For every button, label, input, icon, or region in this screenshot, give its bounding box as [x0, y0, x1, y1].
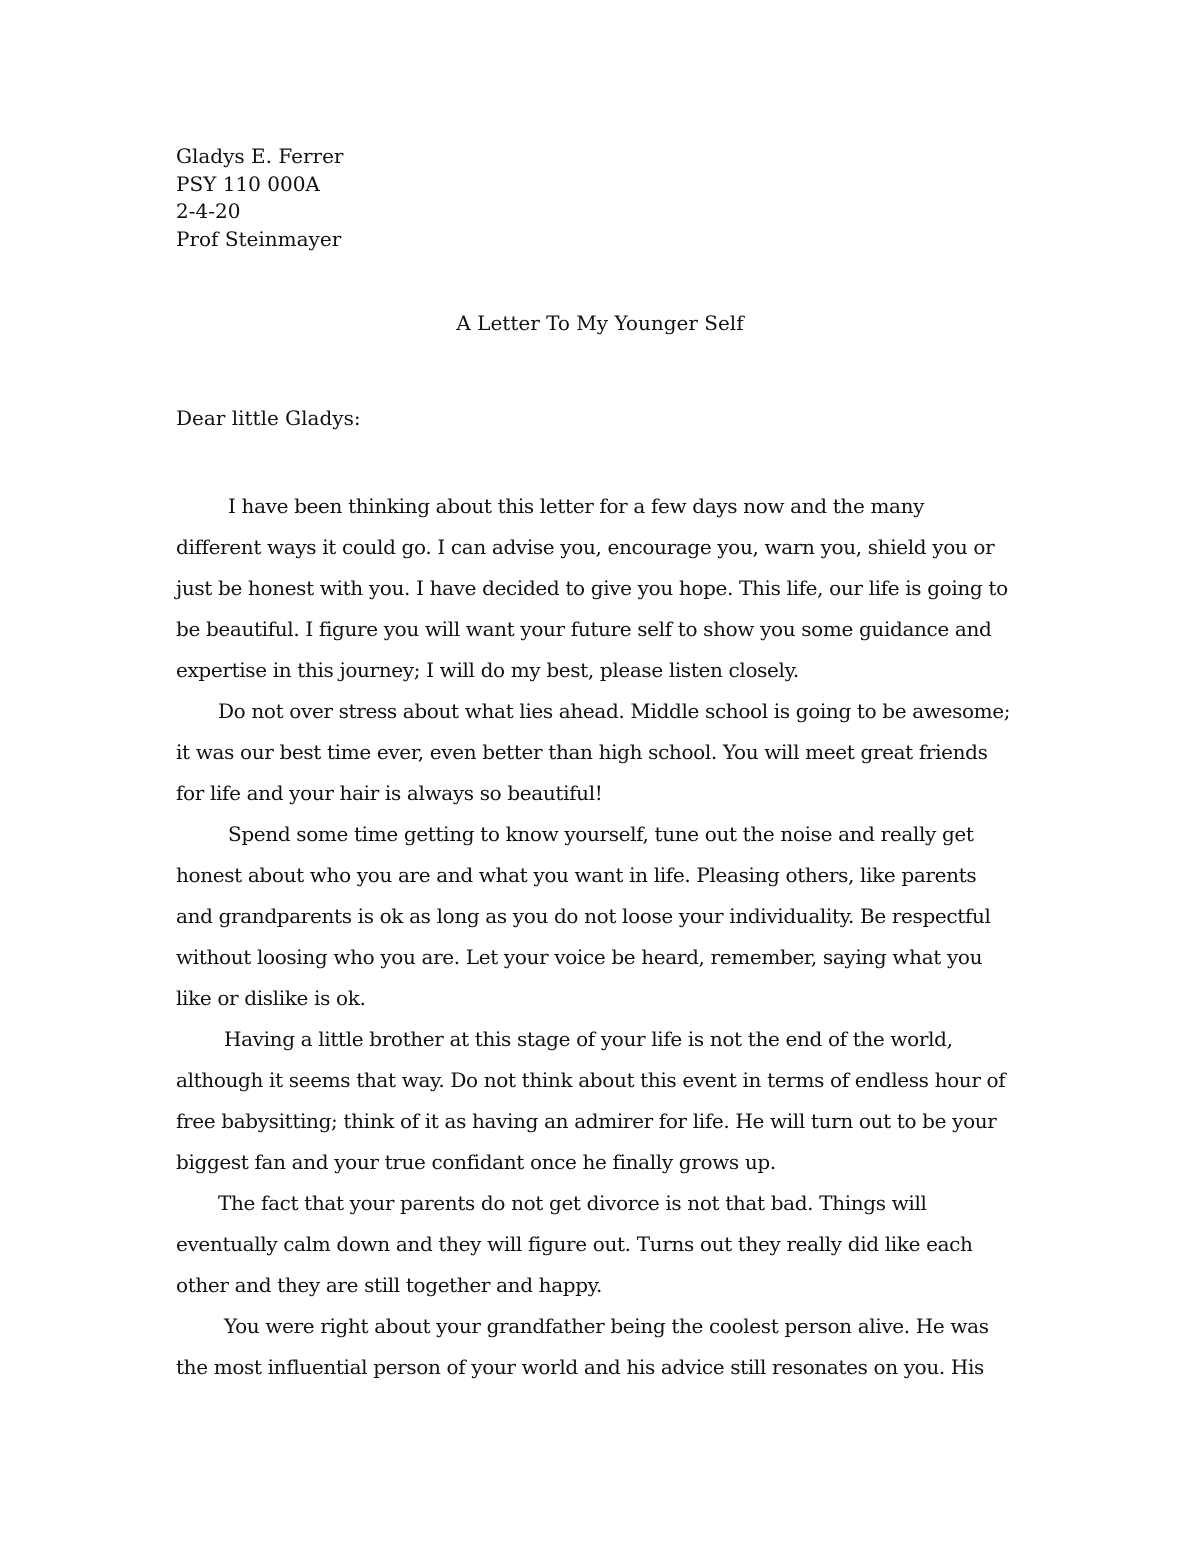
body-line: and grandparents is ok as long as you do not loose your individuality. Be respectful [176, 904, 991, 928]
date: 2-4-20 [176, 199, 241, 223]
body-line: although it seems that way. Do not think about this event in terms of endless hour of [176, 1068, 1006, 1092]
body-line: it was our best time ever, even better than high school. You will meet great friends [176, 740, 988, 764]
body-line: free babysitting; think of it as having an admirer for life. He will turn out to be your [176, 1109, 997, 1133]
document-title: A Letter To My Younger Self [456, 311, 744, 335]
letter-body [176, 486, 1036, 1388]
author-name: Gladys E. Ferrer [176, 144, 344, 168]
body-line: other and they are still together and happy. [176, 1273, 602, 1297]
body-line: Do not over stress about what lies ahead. Middle school is going to be awesome; [218, 699, 1011, 723]
body-line: Having a little brother at this stage of your life is not the end of the world, [224, 1027, 953, 1051]
body-line: without loosing who you are. Let your voice be heard, remember, saying what you [176, 945, 983, 969]
body-line: just be honest with you. I have decided to give you hope. This life, our life is going to [176, 576, 1008, 600]
body-line: biggest fan and your true confidant once he finally grows up. [176, 1150, 776, 1174]
body-line: I have been thinking about this letter for a few days now and the many [228, 494, 925, 518]
body-line: the most influential person of your world and his advice still resonates on you. His [176, 1355, 984, 1379]
body-line: You were right about your grandfather being the coolest person alive. He was [224, 1314, 989, 1338]
body-line: Spend some time getting to know yourself, tune out the noise and really get [228, 822, 974, 846]
course-code: PSY 110 000A [176, 171, 320, 196]
body-line: honest about who you are and what you want in life. Pleasing others, like parents [176, 863, 977, 887]
professor-name: Prof Steinmayer [176, 226, 342, 251]
salutation: Dear little Gladys: [176, 406, 361, 430]
body-line: be beautiful. I figure you will want your future self to show you some guidance and [176, 617, 992, 641]
header-block [176, 143, 343, 253]
body-line: different ways it could go. I can advise you, encourage you, warn you, shield you or [176, 535, 995, 559]
body-line: like or dislike is ok. [176, 986, 366, 1010]
body-line: The fact that your parents do not get divorce is not that bad. Things will [218, 1191, 927, 1215]
body-line: eventually calm down and they will figure out. Turns out they really did like each [176, 1232, 973, 1256]
body-line: for life and your hair is always so beautiful! [176, 781, 603, 805]
body-line: expertise in this journey; I will do my best, please listen closely. [176, 658, 799, 682]
